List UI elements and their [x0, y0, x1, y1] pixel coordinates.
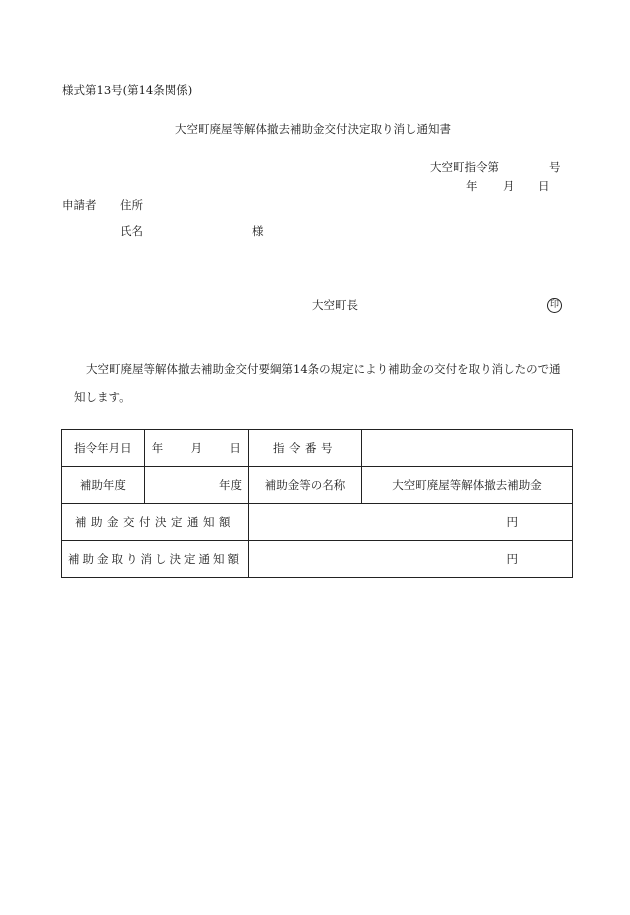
table-row — [62, 541, 573, 578]
table-row — [62, 504, 573, 541]
name-label: 氏名 — [120, 224, 143, 238]
order-date-label: 指令年月日 — [62, 430, 145, 467]
order-date-month: 月 — [190, 441, 203, 455]
honorific-label: 様 — [252, 224, 264, 238]
order-number-label: 指令番号 — [249, 430, 362, 467]
order-date-value — [144, 430, 248, 467]
address-label: 住所 — [120, 198, 143, 212]
order-date-day: 日 — [229, 441, 241, 455]
applicant-label: 申請者 — [62, 198, 97, 212]
date-month: 月 — [503, 179, 515, 193]
order-date-year: 年 — [151, 441, 164, 455]
subsidy-name-value: 大空町廃屋等解体撤去補助金 — [362, 467, 573, 504]
reference-suffix: 号 — [549, 160, 561, 174]
cancellation-amount-unit: 円 — [249, 541, 573, 578]
fiscal-year-unit: 年度 — [144, 467, 248, 504]
order-number-value — [362, 430, 573, 467]
info-table — [61, 429, 573, 578]
fiscal-year-label: 補助年度 — [62, 467, 145, 504]
subsidy-name-label: 補助金等の名称 — [249, 467, 362, 504]
grant-decision-amount-label: 補助金交付決定通知額 — [62, 504, 249, 541]
table-row — [62, 430, 573, 467]
seal-mark: 印 — [547, 298, 562, 313]
body-text-line1: 大空町廃屋等解体撤去補助金交付要綱第14条の規定により補助金の交付を取り消したので通 — [86, 362, 561, 376]
table-row — [62, 467, 573, 504]
date-day: 日 — [538, 179, 550, 193]
document-title: 大空町廃屋等解体撤去補助金交付決定取り消し通知書 — [175, 122, 451, 136]
form-number-label: 様式第13号(第14条関係) — [62, 83, 193, 97]
date-year: 年 — [466, 179, 478, 193]
grant-decision-amount-unit: 円 — [249, 504, 573, 541]
cancellation-amount-label: 補助金取り消し決定通知額 — [62, 541, 249, 578]
body-text-line2: 知します。 — [74, 390, 131, 404]
reference-prefix: 大空町指令第 — [430, 160, 499, 174]
issuer-title: 大空町長 — [312, 298, 358, 312]
